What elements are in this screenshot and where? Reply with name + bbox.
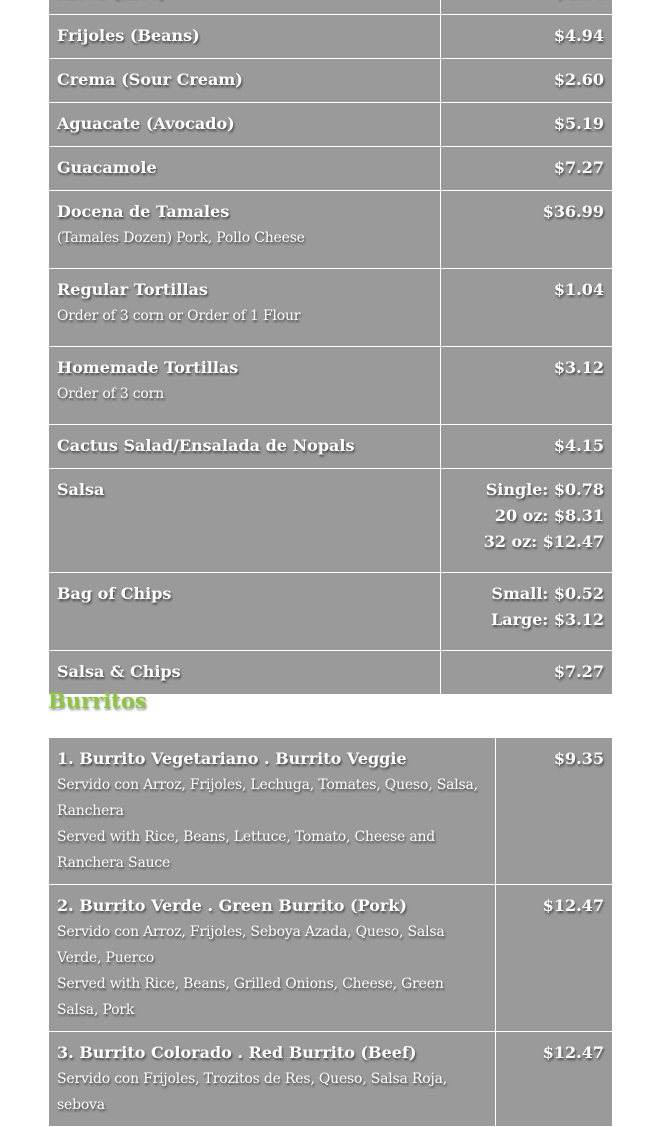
menu-item-row <box>49 1032 613 1127</box>
menu-item-price: Small: $0.52 <box>491 584 604 603</box>
menu-item-name: Regular Tortillas <box>57 280 208 299</box>
menu-item-cell <box>49 15 441 59</box>
menu-item-description: Served with Rice, Beans, Grilled Onions, Cheese, Green Salsa, Pork <box>57 976 444 1018</box>
menu-item-cell <box>49 1032 496 1127</box>
menu-item-price-cell <box>496 738 613 885</box>
menu-item-row <box>49 269 613 347</box>
menu-item-price: $9.35 <box>553 749 604 768</box>
menu-item-price <box>449 0 604 5</box>
menu-item-price-cell <box>441 147 613 191</box>
menu-item-price-cell <box>441 59 613 103</box>
menu-item-description: Served with Rice, Beans, Lettuce, Tomato, Cheese and Ranchera Sauce <box>57 829 436 871</box>
menu-item-name: Cactus Salad/Ensalada de Nopals <box>57 436 355 455</box>
menu-item-price-cell <box>441 103 613 147</box>
menu-item-name: Guacamole <box>57 158 157 177</box>
menu-item-description: (Tamales Dozen) Pork, Pollo Cheese <box>57 230 305 246</box>
menu-item-price: 32 oz: $12.47 <box>483 532 604 551</box>
menu-item-cell <box>49 885 496 1032</box>
menu-item-description: Order of 3 corn <box>57 386 164 402</box>
menu-item-price: $36.99 <box>542 202 604 221</box>
menu-item-name: Frijoles (Beans) <box>57 26 200 45</box>
menu-item-price: $12.47 <box>542 896 604 915</box>
menu-item-row <box>49 469 613 573</box>
menu-item-name: Docena de Tamales <box>57 202 230 221</box>
menu-item-name: Salsa <box>57 480 105 499</box>
menu-item-row <box>49 0 613 15</box>
menu-item-cell <box>49 269 441 347</box>
menu-item-price-cell <box>441 15 613 59</box>
menu-item-cell <box>49 347 441 425</box>
menu-item-price-cell <box>441 651 613 695</box>
menu-item-price: $7.27 <box>553 662 604 681</box>
menu-item-row <box>49 738 613 885</box>
menu-item-row <box>49 347 613 425</box>
menu-item-cell <box>49 425 441 469</box>
menu-item-cell <box>49 738 496 885</box>
menu-item-price: $4.94 <box>553 26 604 45</box>
menu-item-name: Homemade Tortillas <box>57 358 239 377</box>
menu-item-description: Servido con Frijoles, Trozitos de Res, Queso, Salsa Roja, sebova <box>57 1071 448 1113</box>
menu-item-price: $1.04 <box>553 280 604 299</box>
menu-item-price: $5.19 <box>553 114 604 133</box>
menu-item-name: Crema (Sour Cream) <box>57 70 243 89</box>
menu-item-price: $3.12 <box>553 358 604 377</box>
menu-item-name: 3. Burrito Colorado . Red Burrito (Beef) <box>57 1043 417 1062</box>
menu-item-name: 1. Burrito Vegetariano . Burrito Veggie <box>57 749 407 768</box>
menu-item-name <box>57 0 432 5</box>
menu-item-row <box>49 59 613 103</box>
menu-item-row <box>49 191 613 269</box>
menu-item-cell <box>49 191 441 269</box>
menu-item-price: $12.47 <box>542 1043 604 1062</box>
menu-item-row <box>49 147 613 191</box>
menu-item-row <box>49 103 613 147</box>
sides-menu-table <box>48 0 613 695</box>
menu-item-price-cell <box>441 0 613 15</box>
menu-item-cell <box>49 573 441 651</box>
menu-item-row <box>49 15 613 59</box>
menu-item-row <box>49 425 613 469</box>
menu-item-price-cell <box>441 269 613 347</box>
menu-item-price-cell <box>441 469 613 573</box>
menu-item-price: Single: $0.78 <box>485 480 604 499</box>
menu-item-name: Bag of Chips <box>57 584 172 603</box>
menu-item-cell <box>49 0 441 15</box>
menu-item-price: $4.15 <box>553 436 604 455</box>
menu-item-name: Salsa & Chips <box>57 662 181 681</box>
menu-item-price-cell <box>496 885 613 1032</box>
menu-item-price: Large: $3.12 <box>491 610 604 629</box>
menu-item-price-cell <box>441 425 613 469</box>
menu-item-cell <box>49 469 441 573</box>
menu-item-price-cell <box>496 1032 613 1127</box>
menu-item-price-cell <box>441 573 613 651</box>
menu-item-description: Servido con Arroz, Frijoles, Lechuga, Tomates, Queso, Salsa, Ranchera <box>57 777 478 819</box>
menu-item-name: Aguacate (Avocado) <box>57 114 235 133</box>
menu-item-row <box>49 573 613 651</box>
menu-item-price: $2.60 <box>553 70 604 89</box>
menu-item-price-cell <box>441 347 613 425</box>
menu-item-row <box>49 885 613 1032</box>
burritos-menu-table <box>48 737 613 1127</box>
menu-item-price: 20 oz: $8.31 <box>494 506 604 525</box>
menu-item-price: $7.27 <box>553 158 604 177</box>
menu-item-cell <box>49 147 441 191</box>
menu-item-description: Servido con Arroz, Frijoles, Seboya Azada, Queso, Salsa Verde, Puerco <box>57 924 445 966</box>
menu-item-name: 2. Burrito Verde . Green Burrito (Pork) <box>57 896 407 915</box>
menu-item-cell <box>49 103 441 147</box>
menu-item-price-cell <box>441 191 613 269</box>
menu-item-description: Order of 3 corn or Order of 1 Flour <box>57 308 301 324</box>
menu-item-cell <box>49 59 441 103</box>
burritos-section-heading: Burritos <box>48 688 147 713</box>
